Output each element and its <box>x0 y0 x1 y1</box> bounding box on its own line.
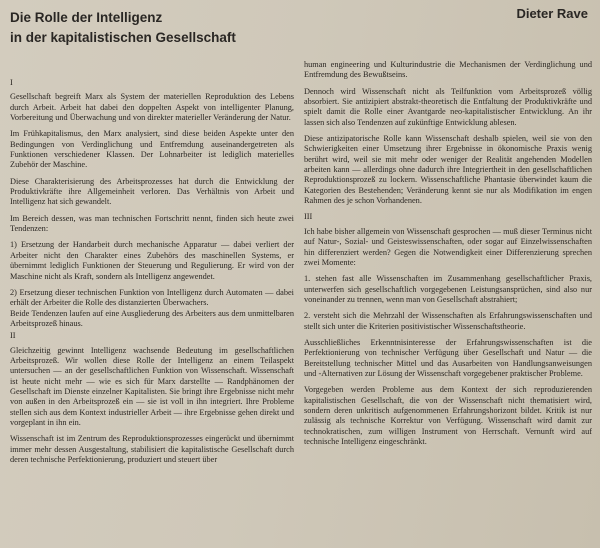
paragraph: Im Bereich dessen, was man technischen Fortschritt nennt, finden sich heute zwei Tendenzen: <box>10 213 294 234</box>
paragraph: 1) Ersetzung der Handarbeit durch mechanische Apparatur — dabei verliert der Arbeiter nicht den Charakter eines Zubehörs des maschinellen Systems, er übernimmt lediglich Funktionen der Steuerung und Regulierung. Er wird von der Maschine nicht als Kraft, sondern als Intelligenz angewendet. <box>10 240 294 281</box>
paragraph: Ich habe bisher allgemein von Wissenschaft gesprochen — muß dieser Terminus nicht auf Natur-, Sozial- und Geisteswissenschaften, oder sogar auf Einzelwissenschaften hin differenziert werden? Gegen die Notwendigkeit einer Differenzierung sprechen zwei Momente: <box>304 226 592 267</box>
paragraph: 1. stehen fast alle Wissenschaften im Zusammenhang gesellschaftlicher Praxis, unterwerfen sich gesellschaftlich vorgegebenen Leistungsansprüchen, sind also nur voneinander zu trennen, wenn man von Gesellschaft abstrahiert; <box>304 274 592 304</box>
paragraph: Dennoch wird Wissenschaft nicht als Teilfunktion vom Arbeitsprozeß völlig absorbiert. Sie antizipiert abstrakt-theoretisch die Entfaltung der Produktivkräfte und spielt damit die Rolle einer Avantgarde neo-kapitalistischer Entwicklung. An ihr lassen sich also Tendenzen auf zukünftige Entwicklung ablesen. <box>304 86 592 127</box>
title-line-2: in der kapitalistischen Gesellschaft <box>10 30 236 45</box>
paragraph: 2. versteht sich die Mehrzahl der Wissenschaften als Erfahrungswissenschaften und stellt sich unter die Kriterien positivistischer Wissenschaftstheorie. <box>304 311 592 331</box>
paragraph: Diese antizipatorische Rolle kann Wissenschaft deshalb spielen, weil sie von den Schwierigkeiten einer Umsetzung ihrer Ergebnisse in ökonomische Praxis wenig berührt wird, weil sie mit mehr oder weniger der Realität angehenden Modellen arbeiten kann — allerdings ohne dadurch ihre Integriertheit in den gesellschaftlichen Reproduktionsprozeß zu lockern. Wissenschaftliche Phantasie überwindet kaum die Kategorien des Bestehenden; Veränderung kennt sie nur als Modifikation im engen Rahmen des je schon Vorhandenen. <box>304 134 592 206</box>
paragraph: Ausschließliches Erkenntnisinteresse der Erfahrungswissenschaften ist die Perfektionierung von technischer Verfügung über Gesellschaft und Natur — die Bereitstellung technischer Mittel und das Ausarbeiten von Handlungsanweisungen und -Alternativen zur Lösung der Wissenschaft vorgegebener praktischer Probleme. <box>304 337 592 378</box>
paragraph: Vorgegeben werden Probleme aus dem Kontext der sich reproduzierenden kapitalistischen Gesellschaft, die von der Wissenschaft nicht thematisiert wird, sondern deren unkritisch aufgenommenen Erfahrungshorizont bildet. Kritik ist nur zulässig als technische Korrektur von Verfügung. Wissenschaft wird damit zur technokratischen, zum willigen Instrument von Herrschaft. Vernunft wird auf technische Intelligenz eingeschränkt. <box>304 385 592 446</box>
left-column <box>10 76 294 548</box>
paragraph: Wissenschaft ist im Zentrum des Reproduktionsprozesses eingerückt und übernimmt immer mehr dessen Ausgestaltung, stabilisiert die kapitalistische Gesellschaft durch deren technische Perfektionierung, produziert und steuert über <box>10 434 294 464</box>
section-number: III <box>304 212 313 222</box>
section-number: I <box>10 78 13 87</box>
paragraph: Beide Tendenzen laufen auf eine Ausgliederung des Arbeiters aus dem unmittelbaren Arbeitsprozeß hinaus. <box>10 308 294 328</box>
section-number: II <box>10 331 16 341</box>
paragraph: Diese Charakterisierung des Arbeitsprozesses hat durch die Entwicklung der Produktivkräfte ihre Allgemeinheit verloren. Das Verhältnis von Arbeit und Intelligenz hat sich gewandelt. <box>10 176 294 207</box>
paragraph: 2) Ersetzung dieser technischen Funktion von Intelligenz durch Automaten — dabei erhält der Arbeiter die Rolle des distanzierten Überwachers. <box>10 287 294 308</box>
paragraph: human engineering und Kulturindustrie die Mechanismen der Verdinglichung und Entfremdung des Bewußtseins. <box>304 60 592 80</box>
article-title <box>10 8 340 48</box>
paragraph: Gesellschaft begreift Marx als System der materiellen Reproduktion des Lebens durch Arbeit. Arbeit hat dabei den doppelten Aspekt von intelligenter Planung, Vorbereitung und Überwachung und von direkter materieller Veränderung der Natur. <box>10 92 294 123</box>
title-line-1: Die Rolle der Intelligenz <box>10 10 163 25</box>
paragraph: Im Frühkapitalismus, den Marx analysiert, sind diese beiden Aspekte unter den Bedingungen von Verdinglichung und Entfremdung auseinandergetreten als Funktionen verschiedener Klassen. Der Lohnarbeiter ist lediglich materielles Zubehör der Maschine. <box>10 129 294 170</box>
right-column <box>304 60 592 536</box>
paragraph: Gleichzeitig gewinnt Intelligenz wachsende Bedeutung im gesellschaftlichen Arbeitsprozeß. Wir wollen diese Rolle der Intelligenz an einem Teilaspekt untersuchen — an der gesellschaftlichen Funktion von Wissenschaft. Wissenschaft ist heute nicht mehr — wie es sich für Marx darstellte — Randphänomen der Gesellschaft im Dienste einzelner Kapitalisten. Sie bringt ihre Ergebnisse nicht mehr von außen in den Arbeitsprozeß ein — sie ist voll in ihn integriert. Ihre Probleme stellen sich aus dem Kontext industrieller Arbeit — ihre Ergebnisse gehen direkt und vorgeplant in ihn ein. <box>10 345 294 427</box>
author-name: Dieter Rave <box>516 6 588 21</box>
